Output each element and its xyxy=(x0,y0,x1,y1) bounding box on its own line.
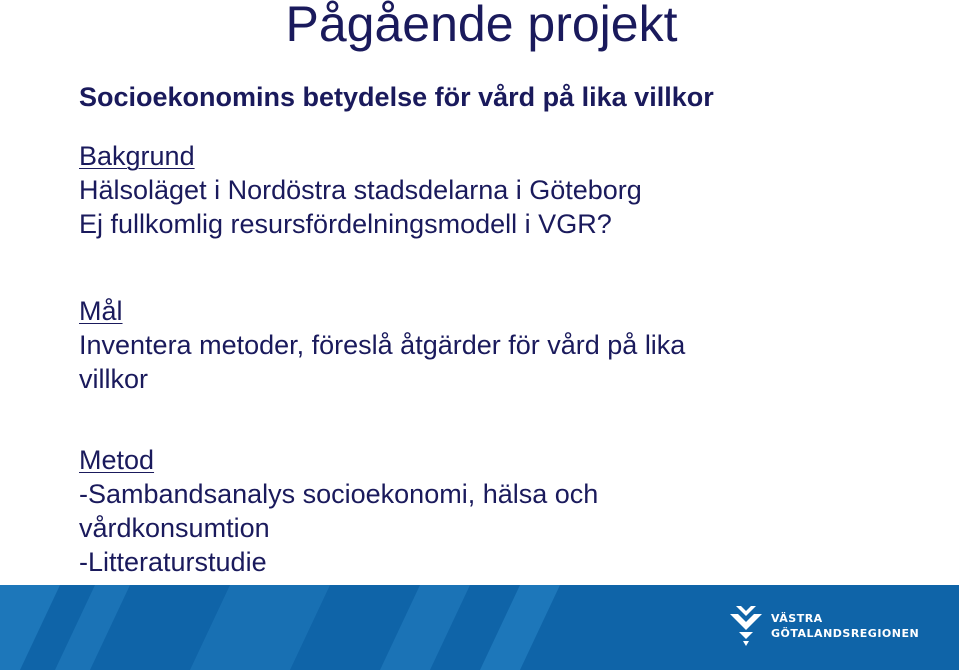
method-line: -Sambandsanalys socioekonomi, hälsa och xyxy=(79,479,599,509)
goal-heading: Mål xyxy=(79,296,123,326)
project-subtitle: Socioekonomins betydelse för vård på lika villkor xyxy=(79,82,714,112)
goal-line: villkor xyxy=(79,364,149,394)
background-section xyxy=(79,139,839,241)
logo-text-line2: GÖTALANDSREGIONEN xyxy=(771,627,920,640)
vastra-gotalandsregionen-logo xyxy=(727,604,919,648)
method-section xyxy=(79,443,839,579)
goal-line: Inventera metoder, föreslå åtgärder för vård på lika xyxy=(79,330,686,360)
background-line: Hälsoläget i Nordöstra stadsdelarna i Göteborg xyxy=(79,175,642,205)
slide-title: Pågående projekt xyxy=(285,0,678,52)
region-emblem-icon xyxy=(727,604,765,648)
method-heading: Metod xyxy=(79,445,155,475)
logo-text-line1: VÄSTRA xyxy=(771,612,823,625)
method-line: -Litteraturstudie xyxy=(79,547,267,577)
background-line: Ej fullkomlig resursfördelningsmodell i VGR? xyxy=(79,209,612,239)
goal-section xyxy=(79,294,839,396)
method-line: vårdkonsumtion xyxy=(79,513,270,543)
background-heading: Bakgrund xyxy=(79,141,195,171)
